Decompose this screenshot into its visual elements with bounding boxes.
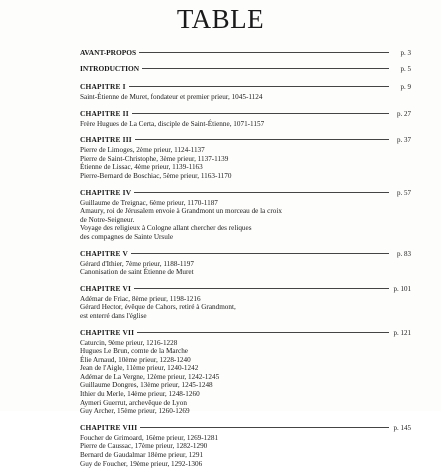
leader-line [134, 288, 389, 289]
toc-row-chapter[interactable] [80, 81, 411, 93]
toc-entry: est enterré dans l'église [80, 311, 147, 320]
chapter-label: CHAPITRE IV [80, 187, 132, 197]
toc-entry: Adémar de Friac, 8ème prieur, 1198-1216 [80, 294, 201, 303]
leader-line [134, 192, 389, 193]
chapter-entries [80, 295, 411, 321]
toc-row-chapter[interactable] [80, 422, 411, 434]
chapter-entries [80, 260, 411, 277]
toc-entry: Saint-Étienne de Muret, fondateur et premier prieur, 1045-1124 [80, 93, 263, 101]
chapter-entries [80, 199, 411, 242]
toc-entry: Pierre de Caussac, 17ème prieur, 1282-1290 [80, 442, 208, 451]
leader-line [129, 86, 389, 87]
toc-entry: Canonisation de saint Étienne de Muret [80, 268, 194, 277]
leader-line [131, 253, 389, 254]
toc-page-number: p. 57 [397, 188, 411, 197]
toc-page-number: p. 37 [397, 136, 411, 145]
toc-page-number: p. 9 [400, 83, 411, 91]
toc-row-chapter[interactable] [80, 108, 411, 120]
toc-page-number: p. 3 [400, 49, 411, 57]
toc-page-number: p. 83 [397, 249, 411, 258]
toc-label: AVANT-PROPOS [80, 48, 137, 57]
chapter-label: CHAPITRE III [80, 135, 132, 145]
toc-entry: Foucher de Grimoard, 16ème prieur, 1269-1281 [80, 433, 219, 442]
leader-line [140, 427, 389, 428]
toc-label: INTRODUCTION [80, 64, 140, 73]
toc-page-number: p. 27 [397, 109, 411, 118]
chapter-label: CHAPITRE V [80, 248, 129, 258]
chapter-label: CHAPITRE VI [80, 283, 132, 293]
leader-line [142, 68, 389, 69]
toc-entry: Pierre-Bernard de Boschiac, 5ème prieur, 1163-1170 [80, 171, 232, 180]
toc-entry: Ithier du Merle, 14ème prieur, 1248-1260 [80, 390, 200, 399]
toc-entry: Pierre de Limoges, 2ème prieur, 1124-1137 [80, 146, 205, 155]
toc-entry: Aymeri Guerrut, archevêque de Lyon [80, 398, 187, 407]
page-title: TABLE [176, 4, 265, 34]
toc-entry: Voyage des religieux à Cologne allant chercher des reliques [80, 224, 252, 233]
toc-entry: Hugues Le Brun, comte de la Marche [80, 347, 188, 356]
leader-line [137, 332, 389, 333]
toc-row-introduction[interactable] [80, 63, 411, 75]
toc-entry: Étienne de Lissac, 4ème prieur, 1139-1163 [80, 163, 203, 172]
toc-row-chapter[interactable] [80, 327, 411, 339]
chapter-label: CHAPITRE II [80, 108, 129, 118]
toc-entry: Bernard de Gaudalmar 18ème prieur, 1291 [80, 451, 204, 460]
toc-entry: de Notre-Seigneur. [80, 215, 135, 224]
chapter-entries [80, 146, 411, 180]
toc-entry: Jean de l'Aigle, 11ème prieur, 1240-1242 [80, 364, 199, 373]
toc-page-number: p. 101 [393, 284, 411, 293]
chapter-label: CHAPITRE VIII [80, 422, 138, 432]
chapter-entries [80, 434, 411, 468]
toc-row-chapter[interactable] [80, 187, 411, 199]
toc-entry: Caturcin, 9ème prieur, 1216-1228 [80, 338, 178, 347]
toc-entry: Guy Archer, 15ème prieur, 1260-1269 [80, 407, 190, 416]
toc-row-chapter[interactable] [80, 248, 411, 260]
chapter-label: CHAPITRE I [80, 82, 126, 91]
leader-line [139, 52, 389, 53]
toc-entry: Gérard d'Ithier, 7ème prieur, 1188-1197 [80, 259, 194, 268]
chapter-label: CHAPITRE VII [80, 327, 135, 337]
chapter-entries [80, 93, 411, 102]
toc-entry: Guillaume de Treignac, 6ème prieur, 1170-1187 [80, 198, 218, 207]
toc-list [80, 47, 411, 474]
toc-row-chapter[interactable] [80, 134, 411, 146]
toc-entry: des compagnes de Sainte Ursule [80, 232, 174, 241]
toc-entry: Guy de Foucher, 19ème prieur, 1292-1306 [80, 459, 203, 468]
toc-entry: Guillaume Dongres, 13ème prieur, 1245-1248 [80, 381, 213, 390]
chapter-entries [80, 339, 411, 416]
toc-entry: Gérard Hector, évêque de Cahors, retiré à Grandmont, [80, 303, 236, 312]
toc-entry: Élie Arnaud, 10ème prieur, 1228-1240 [80, 355, 191, 364]
toc-row-chapter[interactable] [80, 283, 411, 295]
toc-row-avant-propos[interactable] [80, 47, 411, 59]
toc-entry: Frère Hugues de La Certa, disciple de Saint-Étienne, 1071-1157 [80, 119, 265, 128]
leader-line [132, 113, 389, 114]
toc-entry: Amaury, roi de Jérusalem envoie à Grandmont un morceau de la croix [80, 207, 282, 216]
toc-entry: Pierre de Saint-Christophe, 3ème prieur, 1137-1139 [80, 154, 229, 163]
leader-line [135, 139, 389, 140]
toc-page-number: p. 145 [393, 423, 411, 432]
toc-page-number: p. 5 [400, 65, 411, 73]
chapter-list [80, 81, 411, 474]
chapter-entries [80, 120, 411, 129]
toc-entry: Adémar de La Vergne, 12ème prieur, 1242-1245 [80, 372, 220, 381]
toc-page-number: p. 121 [393, 328, 411, 337]
